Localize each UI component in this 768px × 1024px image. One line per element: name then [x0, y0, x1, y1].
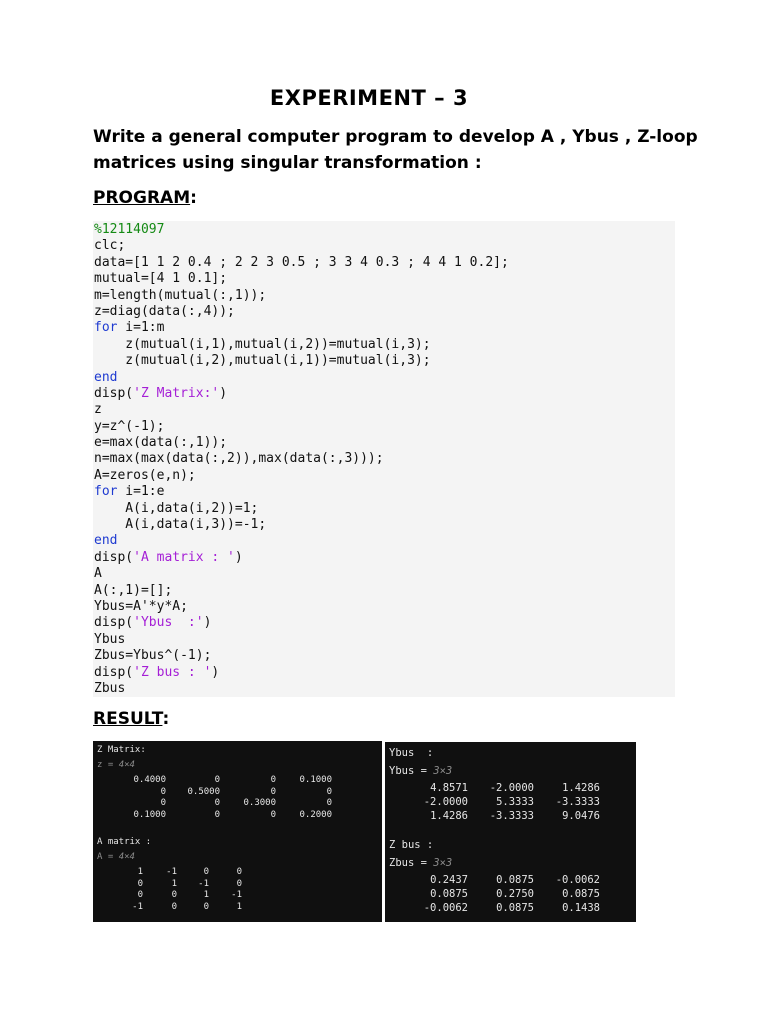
ybus-dim: 3×3 — [433, 765, 453, 777]
result-panel-ybus-zbus — [385, 742, 636, 922]
program-heading — [93, 188, 197, 208]
code-line — [94, 583, 675, 599]
code-line — [94, 599, 675, 615]
result-heading — [93, 709, 169, 729]
a-var-line — [97, 852, 135, 862]
code-token: disp( — [94, 615, 134, 631]
z-matrix-label: Z Matrix: — [97, 745, 146, 755]
code-token: A — [94, 566, 102, 582]
code-line — [94, 632, 675, 648]
code-token: ) — [203, 615, 212, 631]
a-matrix-cell: 1 — [171, 878, 177, 889]
code-line — [94, 665, 675, 681]
code-token: z(mutual(i,2),mutual(i,1))=mutual(i,3); — [94, 353, 431, 369]
code-token: 'Z Matrix:' — [133, 385, 220, 401]
result-heading-text: RESULT — [93, 709, 163, 729]
code-line — [94, 337, 675, 353]
code-line — [94, 566, 675, 582]
z-matrix-cell: 0 — [160, 786, 166, 797]
code-line — [94, 255, 675, 271]
ybus-matrix-row — [385, 796, 636, 810]
zbus-label: Z bus : — [389, 839, 434, 851]
program-heading-text: PROGRAM — [93, 188, 191, 208]
code-token: for — [94, 320, 118, 336]
a-var: A = — [97, 852, 114, 862]
a-matrix-cell: 1 — [137, 867, 143, 877]
code-line — [94, 419, 675, 435]
code-line — [94, 484, 675, 500]
code-token: Ybus=A'*y*A; — [94, 598, 188, 614]
ybus-matrix-cell: -3.3333 — [555, 796, 600, 808]
zbus-matrix-row — [385, 888, 636, 902]
code-token: %12114097 — [94, 222, 165, 237]
zbus-dim: 3×3 — [433, 857, 453, 869]
z-matrix-cell: 0.3000 — [243, 798, 276, 808]
code-token: e=max(data(:,1)); — [94, 435, 228, 451]
code-token: disp( — [94, 549, 134, 565]
z-matrix-cell: 0 — [214, 798, 220, 808]
code-line — [94, 353, 675, 369]
code-token: for — [94, 484, 118, 500]
code-token: Zbus — [94, 680, 126, 696]
ybus-matrix-row — [385, 782, 636, 796]
code-line — [94, 648, 675, 664]
z-matrix-cell: 0 — [160, 798, 166, 808]
zbus-matrix-row — [385, 874, 636, 888]
code-line — [94, 435, 675, 451]
code-line — [94, 304, 675, 320]
zbus-matrix-cell: 0.0875 — [562, 888, 600, 900]
ybus-matrix-cell: 4.8571 — [430, 782, 468, 794]
a-matrix-cell: 0 — [236, 867, 242, 877]
a-matrix-cell: 1 — [203, 890, 209, 900]
zbus-matrix-cell: 0.0875 — [496, 902, 534, 914]
a-matrix-cell: 0 — [137, 890, 143, 900]
z-dim: 4×4 — [118, 760, 135, 770]
a-matrix-row — [93, 867, 382, 879]
ybus-label: Ybus : — [389, 747, 434, 759]
a-matrix-row — [93, 890, 382, 902]
ybus-var: Ybus = — [389, 765, 427, 777]
z-matrix-cell: 0 — [214, 775, 220, 785]
ybus-matrix-cell: 5.3333 — [496, 796, 534, 808]
a-matrix-cell: -1 — [166, 867, 177, 877]
ybus-matrix-cell: 1.4286 — [430, 810, 468, 822]
code-token: n=max(max(data(:,2)),max(data(:,3))); — [94, 451, 384, 467]
code-block — [93, 221, 675, 697]
code-token: y=z^(-1); — [94, 418, 165, 434]
code-token: z=diag(data(:,4)); — [94, 303, 235, 319]
a-matrix-cell: -1 — [231, 890, 242, 900]
ybus-matrix-row — [385, 810, 636, 824]
code-line — [94, 370, 675, 386]
z-matrix-cell: 0 — [326, 798, 332, 808]
code-line — [94, 615, 675, 631]
z-matrix-row — [93, 798, 382, 810]
z-matrix-cell: 0.1000 — [133, 809, 166, 820]
code-token: z(mutual(i,1),mutual(i,2))=mutual(i,3); — [94, 336, 431, 352]
a-matrix-cell: 0 — [171, 901, 177, 912]
code-token: disp( — [94, 385, 134, 401]
zbus-matrix-cell: -0.0062 — [423, 902, 468, 914]
code-token: Zbus=Ybus^(-1); — [94, 648, 212, 664]
code-token: end — [94, 369, 118, 385]
a-dim: 4×4 — [118, 852, 135, 862]
z-matrix-cell: 0 — [326, 786, 332, 797]
a-matrix-row — [93, 902, 382, 914]
a-matrix-row — [93, 879, 382, 891]
code-line — [94, 517, 675, 533]
ybus-matrix-cell: -2.0000 — [489, 782, 534, 794]
code-token: i=1:e — [117, 484, 165, 500]
zbus-matrix-cell: -0.0062 — [555, 874, 600, 886]
a-matrix-cell: 1 — [236, 901, 242, 912]
code-token: clc; — [94, 238, 126, 254]
z-matrix-cell: 0 — [270, 809, 276, 820]
zbus-matrix-cell: 0.1438 — [562, 902, 600, 914]
zbus-var: Zbus = — [389, 857, 427, 869]
ybus-matrix-cell: 9.0476 — [562, 810, 600, 822]
code-line — [94, 468, 675, 484]
zbus-matrix-cell: 0.2750 — [496, 888, 534, 900]
program-heading-colon: : — [190, 188, 197, 208]
z-matrix-cell: 0 — [214, 809, 220, 820]
ybus-matrix-cell: -2.0000 — [423, 796, 468, 808]
zbus-matrix-cell: 0.2437 — [430, 874, 468, 886]
a-matrix-cell: 0 — [203, 867, 209, 877]
code-token: A(i,data(i,2))=1; — [94, 500, 259, 516]
page-title: EXPERIMENT – 3 — [269, 86, 469, 110]
code-line — [94, 320, 675, 336]
code-token: disp( — [94, 664, 134, 680]
zbus-matrix-cell: 0.0875 — [430, 888, 468, 900]
code-line — [94, 550, 675, 566]
z-var: z = — [97, 760, 114, 770]
z-matrix-cell: 0.1000 — [299, 775, 332, 785]
code-token: A(:,1)=[]; — [94, 582, 173, 598]
result-heading-colon: : — [162, 709, 170, 729]
code-token: A(i,data(i,3))=-1; — [94, 517, 267, 533]
ybus-matrix-cell: 1.4286 — [562, 782, 600, 794]
a-matrix-cell: -1 — [198, 878, 209, 889]
code-token: Ybus — [94, 631, 126, 647]
code-line — [94, 402, 675, 418]
code-token: A=zeros(e,n); — [94, 467, 196, 483]
a-matrix-cell: -1 — [132, 901, 143, 912]
a-matrix-cell: 0 — [236, 878, 242, 889]
zbus-matrix-row — [385, 902, 636, 916]
code-line — [94, 501, 675, 517]
code-token: 'Z bus : ' — [133, 664, 212, 680]
z-matrix-row — [93, 810, 382, 822]
a-matrix-cell: 0 — [171, 890, 177, 900]
code-line — [94, 288, 675, 304]
code-line — [94, 238, 675, 254]
a-matrix-cell: 0 — [203, 901, 209, 912]
code-token: ) — [219, 385, 228, 401]
z-matrix-cell: 0 — [270, 775, 276, 785]
z-var-line — [97, 760, 135, 770]
code-token: mutual=[4 1 0.1]; — [94, 271, 228, 287]
code-line — [94, 271, 675, 287]
code-token: ) — [211, 664, 220, 680]
experiment-description: Write a general computer program to develop A , Ybus , Z-loop matrices using singular transformation : — [93, 127, 698, 173]
code-token: i=1:m — [117, 320, 165, 336]
a-matrix-label: A matrix : — [97, 837, 152, 847]
z-matrix-cell: 0.5000 — [187, 786, 220, 797]
code-token: data=[1 1 2 0.4 ; 2 2 3 0.5 ; 3 3 4 0.3 ; 4 4 1 0.2]; — [94, 254, 509, 270]
result-panel-z-a — [93, 741, 382, 922]
code-line — [94, 533, 675, 549]
code-token: m=length(mutual(:,1)); — [94, 287, 267, 303]
code-line — [94, 222, 675, 238]
code-token: 'A matrix : ' — [133, 549, 235, 565]
ybus-var-line — [389, 765, 452, 777]
z-matrix-row — [93, 775, 382, 787]
code-token: 'Ybus :' — [133, 615, 204, 631]
code-token: ) — [234, 549, 243, 565]
code-line — [94, 681, 675, 697]
z-matrix-cell: 0 — [270, 786, 276, 797]
code-line — [94, 451, 675, 467]
zbus-var-line — [389, 857, 452, 869]
code-token: end — [94, 533, 118, 549]
ybus-matrix-cell: -3.3333 — [489, 810, 534, 822]
zbus-matrix-cell: 0.0875 — [496, 874, 534, 886]
code-line — [94, 386, 675, 402]
z-matrix-cell: 0.2000 — [299, 809, 332, 820]
z-matrix-cell: 0.4000 — [133, 775, 166, 785]
a-matrix-cell: 0 — [137, 878, 143, 889]
code-token: z — [94, 402, 102, 418]
z-matrix-row — [93, 787, 382, 799]
